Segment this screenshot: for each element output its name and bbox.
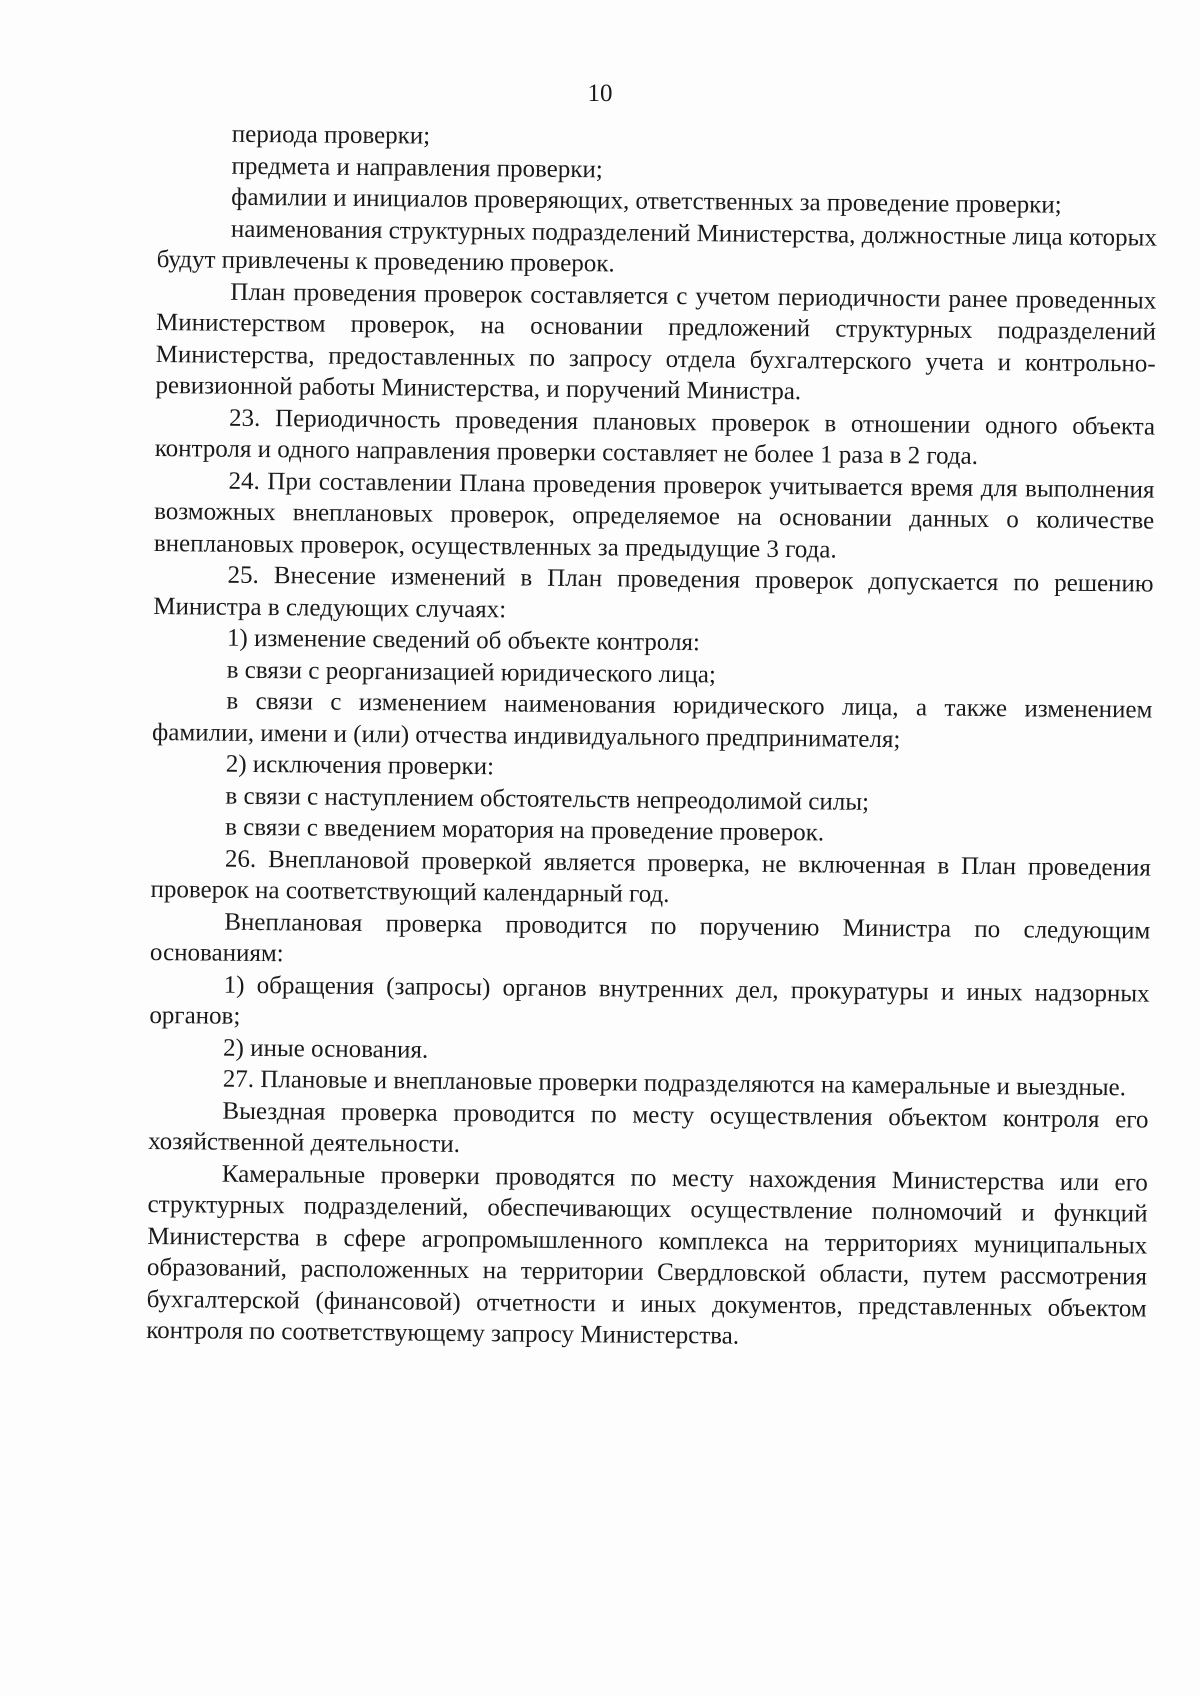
paragraph: План проведения проверок составляется с учетом периодичности ранее проведенных Министерством проверок, на основании предложений структурных подразделений Министерства, предоставленных по запросу отдела бухгалтерского учета и контрольно-ревизионной работы Министерства, и поручений Министра. (155, 278, 1157, 406)
paragraph: в связи с реорганизацией юридического лица; (226, 656, 717, 688)
paragraph: периода проверки; (231, 120, 431, 150)
paragraph: фамилии и инициалов проверяющих, ответственных за проведение проверки; (231, 183, 1062, 219)
page-number: 10 (587, 80, 613, 107)
paragraph: 2) исключения проверки: (225, 750, 495, 781)
paragraph: в связи с наступлением обстоятельств непреодолимой силы; (225, 782, 870, 816)
paragraph: 1) обращения (запросы) органов внутренних дел, прокуратуры и иных надзорных органов; (149, 971, 1150, 1030)
paragraph: наименования структурных подразделений Министерства, должностные лица которых будут привлечены к проведению проверок. (156, 215, 1158, 278)
paragraph: предмета и направления проверки; (231, 152, 603, 183)
document-body (146, 118, 1158, 1356)
paragraph: Внеплановая проверка проводится по поручению Министра по следующим основаниям: (149, 908, 1151, 968)
paragraph: в связи с изменением наименования юридического лица, а также изменением фамилии, имени и (или) отчества индивидуального предпринимателя; (151, 687, 1153, 753)
paragraph-item-25: 25. Внесение изменений в План проведения проверок допускается по решению Министра в следующих случаях: (153, 561, 1154, 623)
paragraph: в связи с введением моратория на проведение проверок. (225, 813, 825, 847)
paragraph-item-23: 23. Периодичность проведения плановых проверок в отношении одного объекта контроля и одного направления проверки составляет не более 1 раза в 2 года. (154, 404, 1156, 470)
paragraph-item-26: 26. Внеплановой проверкой является проверка, не включенная в План проведения проверок на соответствующий календарный год. (150, 845, 1151, 908)
paragraph: 1) изменение сведений об объекте контроля: (226, 624, 701, 657)
paragraph: 2) иные основания. (222, 1034, 429, 1064)
paragraph-item-27: 27. Плановые и внеплановые проверки подразделяются на камеральные и выездные. (222, 1065, 1127, 1102)
paragraph: Камеральные проверки проводятся по месту нахождения Министерства или его структурных подразделений, обеспечивающих осуществление полномочий и функций Министерства в сфере агропромышленного комплекса на территориях муниципальных образований, расположенных на территории Свердловской области, путем рассмотрения бухгалтерской (финансовой) отчетности и иных документов, представленных объектом контроля по соответствующему запросу Министерства. (146, 1160, 1148, 1350)
paragraph: Выездная проверка проводится по месту осуществления объектом контроля его хозяйственной деятельности. (148, 1097, 1149, 1158)
paragraph-item-24: 24. При составлении Плана проведения проверок учитывается время для выполнения возможных внеплановых проверок, определяемое на основании данных о количестве внеплановых проверок, осуществленных за предыдущие 3 года. (153, 467, 1155, 564)
